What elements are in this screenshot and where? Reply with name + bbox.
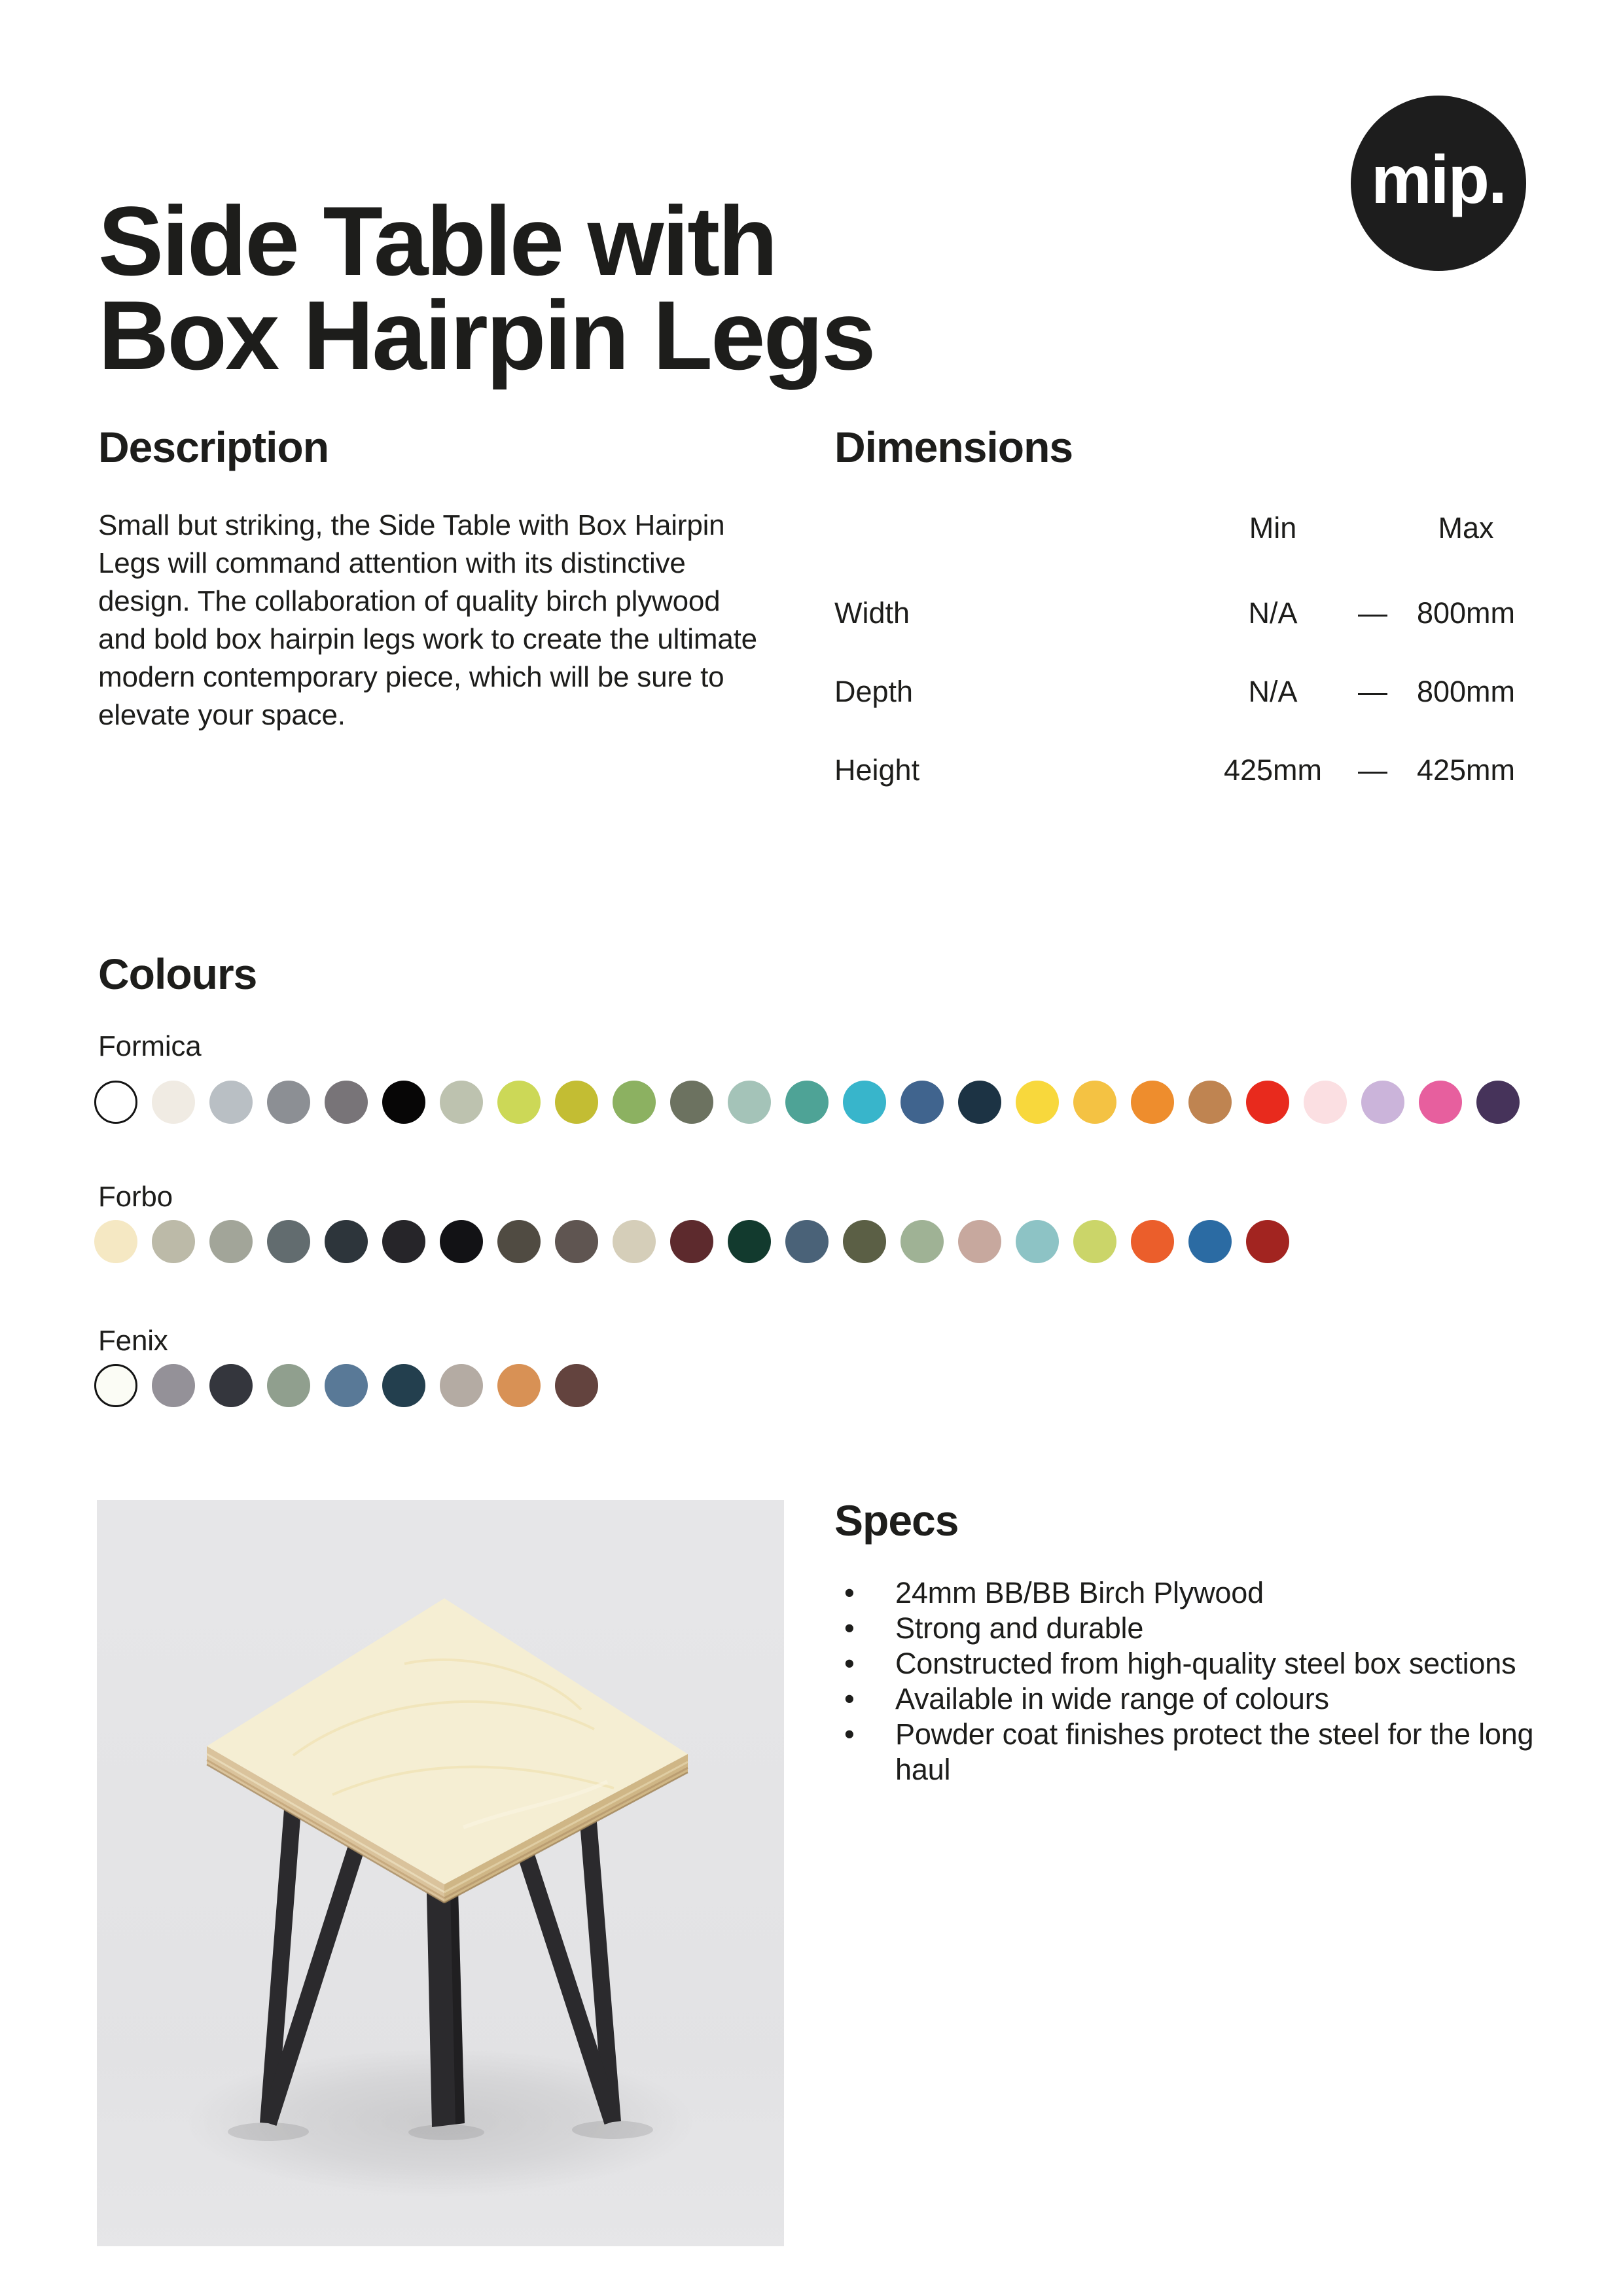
colour-swatch bbox=[325, 1364, 368, 1407]
colour-swatch bbox=[1016, 1081, 1059, 1124]
palette-label-fenix: Fenix bbox=[98, 1325, 168, 1357]
dimension-label: Depth bbox=[834, 675, 914, 708]
dimension-max-value: 425mm bbox=[1416, 753, 1516, 787]
dimension-row-height bbox=[834, 751, 1541, 789]
colour-swatch bbox=[325, 1220, 368, 1263]
colour-swatch bbox=[555, 1220, 598, 1263]
dimension-dash: — bbox=[1358, 675, 1387, 708]
dimensions-table bbox=[834, 509, 1541, 830]
page-title-line1: Side Table with bbox=[98, 185, 776, 296]
palette-row-forbo bbox=[94, 1220, 1289, 1263]
colour-swatch bbox=[497, 1220, 541, 1263]
colour-swatch bbox=[670, 1081, 713, 1124]
dimension-label: Width bbox=[834, 596, 910, 630]
dimensions-col-max: Max bbox=[1438, 511, 1494, 545]
colour-swatch bbox=[1188, 1081, 1232, 1124]
colour-swatch bbox=[785, 1220, 829, 1263]
colour-swatch bbox=[843, 1220, 886, 1263]
colour-swatch bbox=[1419, 1081, 1462, 1124]
specs-list bbox=[834, 1575, 1538, 1787]
colour-swatch bbox=[152, 1220, 195, 1263]
colour-swatch bbox=[1246, 1081, 1289, 1124]
colour-swatch bbox=[1016, 1220, 1059, 1263]
colour-swatch bbox=[1073, 1220, 1116, 1263]
dimension-row-width bbox=[834, 594, 1541, 632]
colour-swatch bbox=[1073, 1081, 1116, 1124]
specs-heading: Specs bbox=[834, 1496, 959, 1545]
foot-shadow-right bbox=[572, 2121, 653, 2139]
page-title bbox=[98, 185, 874, 390]
bullet-icon: • bbox=[844, 1682, 855, 1715]
colour-swatch bbox=[382, 1081, 425, 1124]
foot-shadow-left bbox=[228, 2123, 309, 2141]
spec-item-text: Constructed from high-quality steel box sections bbox=[895, 1647, 1516, 1680]
colour-swatch bbox=[785, 1081, 829, 1124]
colour-swatch bbox=[1304, 1081, 1347, 1124]
colours-heading: Colours bbox=[98, 950, 257, 998]
dimensions-header-dash bbox=[1355, 509, 1391, 547]
page-title-line2: Box Hairpin Legs bbox=[98, 279, 874, 390]
dimensions-header-row bbox=[834, 509, 1541, 547]
colour-swatch bbox=[728, 1081, 771, 1124]
palette-row-formica bbox=[94, 1081, 1520, 1124]
colour-swatch bbox=[670, 1220, 713, 1263]
colour-swatch bbox=[1361, 1081, 1404, 1124]
colour-swatch bbox=[382, 1220, 425, 1263]
dimension-dash: — bbox=[1358, 596, 1387, 630]
dimension-min-value: N/A bbox=[1248, 675, 1298, 708]
colour-swatch bbox=[94, 1081, 137, 1124]
colour-swatch bbox=[382, 1364, 425, 1407]
colour-swatch bbox=[1476, 1081, 1520, 1124]
colour-swatch bbox=[958, 1081, 1001, 1124]
colour-swatch bbox=[267, 1220, 310, 1263]
colour-swatch bbox=[267, 1364, 310, 1407]
colour-swatch bbox=[555, 1364, 598, 1407]
colour-swatch bbox=[901, 1081, 944, 1124]
description-heading: Description bbox=[98, 423, 329, 471]
spec-item-text: 24mm BB/BB Birch Plywood bbox=[895, 1576, 1264, 1609]
colour-swatch bbox=[209, 1220, 253, 1263]
bullet-icon: • bbox=[844, 1611, 855, 1645]
spec-item-text: Strong and durable bbox=[895, 1611, 1144, 1645]
dimensions-header-spacer bbox=[834, 509, 1191, 547]
colour-swatch bbox=[901, 1220, 944, 1263]
dimensions-col-min: Min bbox=[1249, 511, 1297, 545]
colour-swatch bbox=[440, 1364, 483, 1407]
dimension-min-value: 425mm bbox=[1223, 753, 1323, 787]
colour-swatch bbox=[613, 1220, 656, 1263]
colour-swatch bbox=[1188, 1220, 1232, 1263]
dimension-max-value: 800mm bbox=[1416, 675, 1516, 708]
spec-item bbox=[834, 1646, 1538, 1681]
bullet-icon: • bbox=[844, 1647, 855, 1680]
spec-item bbox=[834, 1611, 1538, 1646]
colour-swatch bbox=[1246, 1220, 1289, 1263]
bullet-icon: • bbox=[844, 1576, 855, 1609]
colour-swatch bbox=[209, 1364, 253, 1407]
colour-swatch bbox=[440, 1220, 483, 1263]
bullet-icon: • bbox=[844, 1717, 855, 1751]
colour-swatch bbox=[555, 1081, 598, 1124]
colour-swatch bbox=[1131, 1081, 1174, 1124]
dimension-min-value: N/A bbox=[1248, 596, 1298, 630]
dimension-label: Height bbox=[834, 753, 920, 787]
palette-label-formica: Formica bbox=[98, 1030, 202, 1062]
palette-label-forbo: Forbo bbox=[98, 1181, 173, 1213]
spec-item-text: Powder coat finishes protect the steel for the long haul bbox=[895, 1717, 1534, 1786]
colour-swatch bbox=[94, 1364, 137, 1407]
spec-item bbox=[834, 1717, 1538, 1787]
mip-logo-text: mip. bbox=[1371, 141, 1506, 218]
dimension-dash: — bbox=[1358, 753, 1387, 787]
spec-item bbox=[834, 1681, 1538, 1717]
product-image bbox=[97, 1500, 784, 2246]
dimension-max-value: 800mm bbox=[1416, 596, 1516, 630]
foot-shadow-front bbox=[408, 2125, 484, 2140]
colour-swatch bbox=[843, 1081, 886, 1124]
colour-swatch bbox=[152, 1081, 195, 1124]
palette-row-fenix bbox=[94, 1364, 598, 1407]
colour-swatch bbox=[94, 1220, 137, 1263]
colour-swatch bbox=[267, 1081, 310, 1124]
dimensions-heading: Dimensions bbox=[834, 423, 1073, 471]
colour-swatch bbox=[613, 1081, 656, 1124]
colour-swatch bbox=[497, 1081, 541, 1124]
mip-logo bbox=[1351, 96, 1526, 271]
dimension-row-depth bbox=[834, 673, 1541, 711]
colour-swatch bbox=[440, 1081, 483, 1124]
spec-item bbox=[834, 1575, 1538, 1611]
colour-swatch bbox=[152, 1364, 195, 1407]
colour-swatch bbox=[728, 1220, 771, 1263]
colour-swatch bbox=[209, 1081, 253, 1124]
description-body: Small but striking, the Side Table with Box Hairpin Legs will command attention with its distinctive design. The collaboration of quality birch plywood and bold box hairpin legs work to create the ultimate modern contemporary piece, which will be sure to elevate your space. bbox=[98, 509, 757, 731]
spec-item-text: Available in wide range of colours bbox=[895, 1682, 1329, 1715]
colour-swatch bbox=[497, 1364, 541, 1407]
colour-swatch bbox=[1131, 1220, 1174, 1263]
colour-swatch bbox=[325, 1081, 368, 1124]
colour-swatch bbox=[958, 1220, 1001, 1263]
